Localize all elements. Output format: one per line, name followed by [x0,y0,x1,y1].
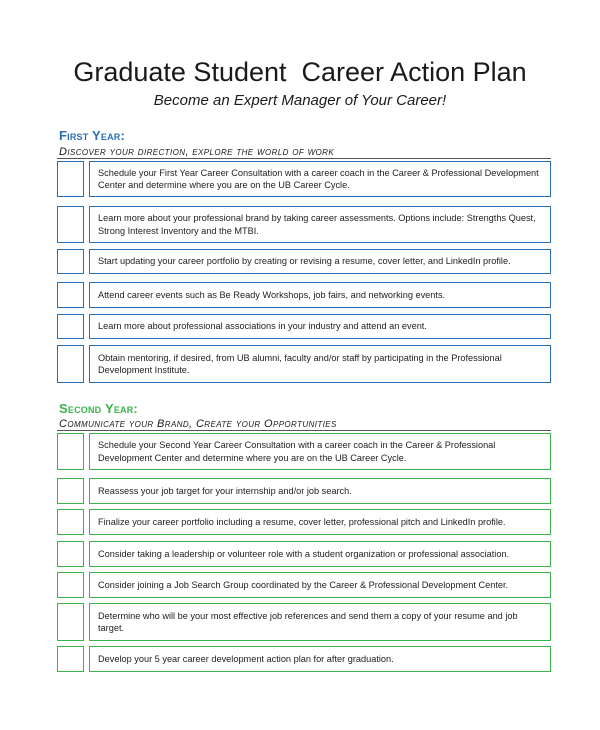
task-text: Consider taking a leadership or volunteer role with a student organization or professional association. [89,541,551,567]
task-row [57,161,551,197]
task-checkbox[interactable] [57,646,84,672]
task-row [57,249,551,274]
task-row [57,541,551,567]
first-year-heading: First Year: [59,128,126,143]
second-year-subheading: Communicate your Brand, Create your Opportunities [59,418,337,430]
task-checkbox[interactable] [57,206,84,243]
task-text: Attend career events such as Be Ready Workshops, job fairs, and networking events. [89,282,551,308]
task-row [57,282,551,308]
task-checkbox[interactable] [57,161,84,197]
task-text: Start updating your career portfolio by creating or revising a resume, cover letter, and LinkedIn profile. [89,249,551,274]
task-text: Schedule your Second Year Career Consultation with a career coach in the Career & Professional Development Center and determine where you are on the UB Career Cycle. [89,433,551,470]
first-year-rule [57,158,551,159]
task-checkbox[interactable] [57,572,84,598]
task-text: Reassess your job target for your internship and/or job search. [89,478,551,504]
task-checkbox[interactable] [57,509,84,535]
first-year-subheading: Discover your direction, explore the world of work [59,146,335,158]
task-text: Obtain mentoring, if desired, from UB alumni, faculty and/or staff by participating in the Professional Development Institute. [89,345,551,383]
second-year-heading: Second Year: [59,401,138,416]
task-row [57,572,551,598]
task-text: Learn more about professional associations in your industry and attend an event. [89,314,551,339]
task-checkbox[interactable] [57,478,84,504]
task-row [57,314,551,339]
task-text: Determine who will be your most effective job references and send them a copy of your resume and job target. [89,603,551,641]
page-subtitle: Become an Expert Manager of Your Career! [153,92,447,109]
task-text: Learn more about your professional brand by taking career assessments. Options include: Strengths Quest, Strong Interest Inventory and the MTBI. [89,206,551,243]
task-row [57,206,551,243]
task-row [57,345,551,383]
task-row [57,478,551,504]
page-title: Graduate Student Career Action Plan [73,57,527,87]
task-checkbox[interactable] [57,282,84,308]
second-year-rule [57,430,551,431]
task-text: Develop your 5 year career development action plan for after graduation. [89,646,551,672]
task-checkbox[interactable] [57,433,84,470]
task-row [57,509,551,535]
task-row [57,646,551,672]
task-checkbox[interactable] [57,603,84,641]
task-text: Consider joining a Job Search Group coordinated by the Career & Professional Development Center. [89,572,551,598]
task-checkbox[interactable] [57,314,84,339]
task-text: Finalize your career portfolio including a resume, cover letter, professional pitch and LinkedIn profile. [89,509,551,535]
task-checkbox[interactable] [57,345,84,383]
task-text: Schedule your First Year Career Consultation with a career coach in the Career & Professional Development Center and determine where you are on the UB Career Cycle. [89,161,551,197]
task-checkbox[interactable] [57,541,84,567]
task-row [57,603,551,641]
task-row [57,433,551,470]
task-checkbox[interactable] [57,249,84,274]
